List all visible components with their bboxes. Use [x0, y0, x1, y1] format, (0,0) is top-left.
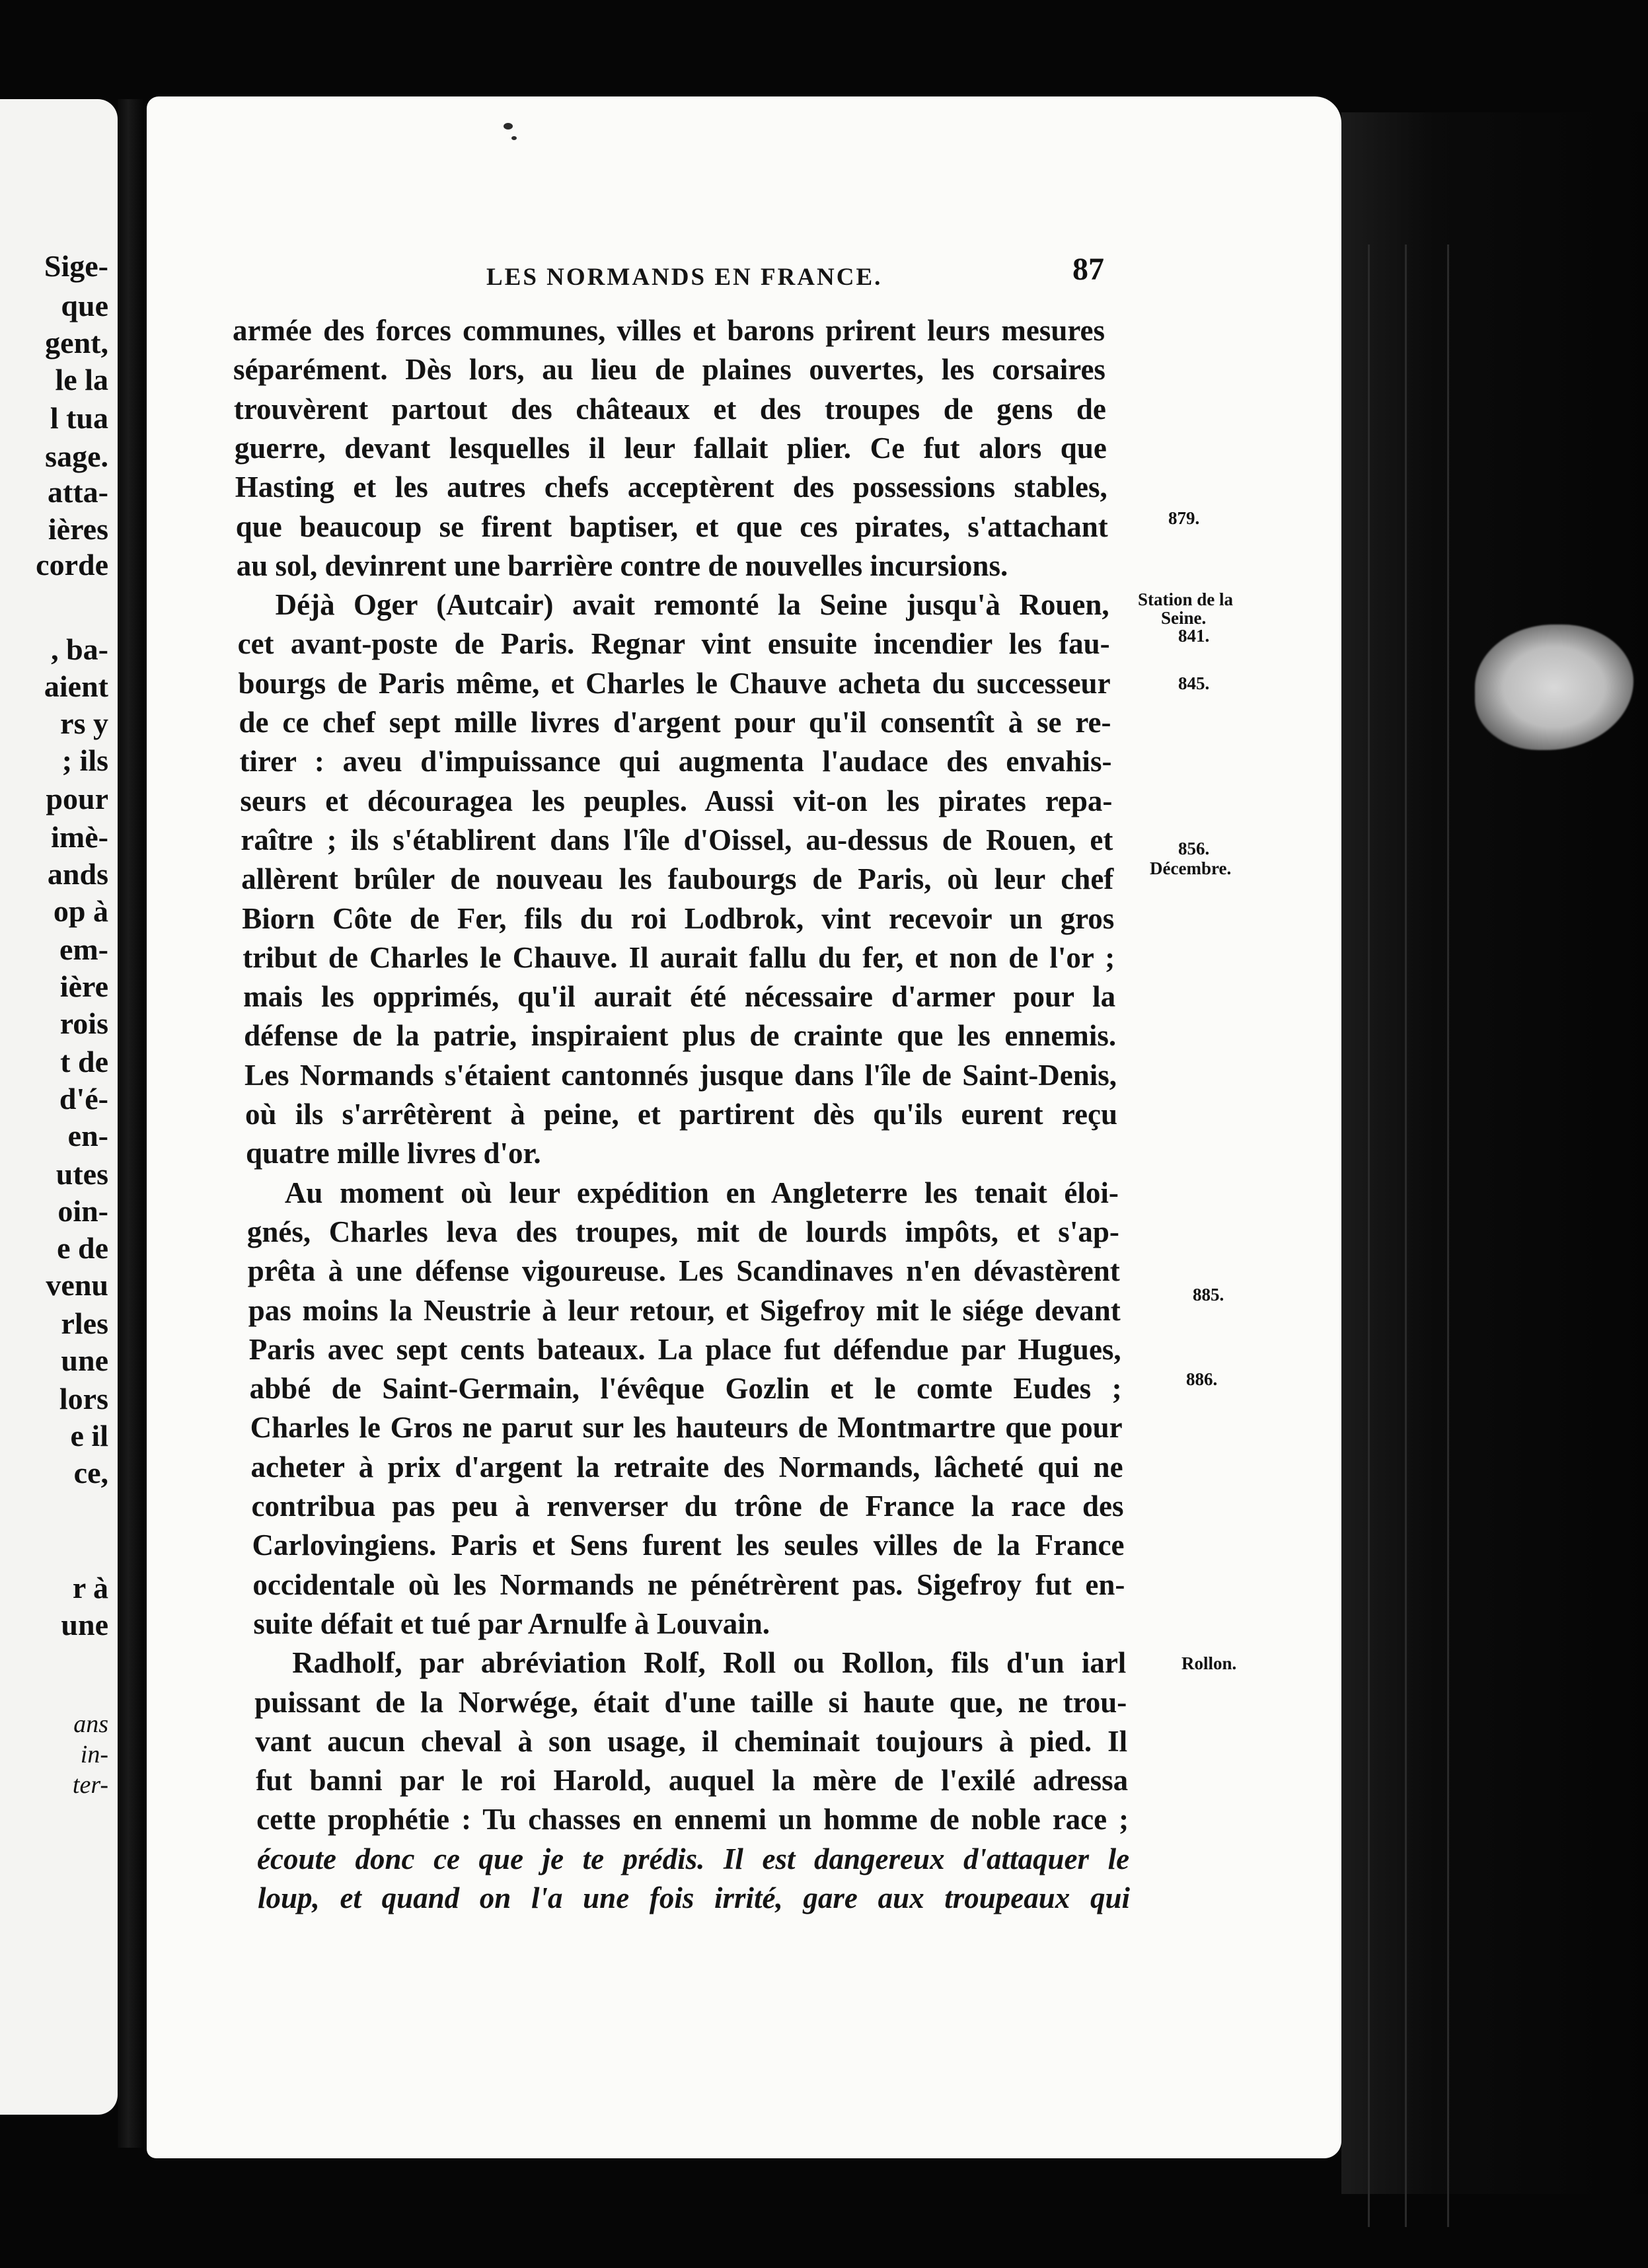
left-page-line: rois [59, 1006, 108, 1040]
body-line: acheter à prix d'argent la retraite des Normands, lâcheté qui ne [250, 1450, 1123, 1484]
edge-stripe [1368, 245, 1370, 2227]
body-line: de ce chef sept mille livres d'argent pour qu'il consentît à se re- [239, 706, 1111, 739]
left-page-line: ans [73, 1710, 108, 1738]
body-line: Paris avec sept cents bateaux. La place fut défendue par Hugues, [248, 1332, 1121, 1366]
left-page-line: ières [48, 512, 108, 546]
edge-stripe [1447, 245, 1449, 2227]
body-line: armée des forces communes, villes et barons prirent leurs mesures [233, 314, 1105, 347]
margin-note-station-title: Station de la [1138, 589, 1234, 609]
body-line: bourgs de Paris même, et Charles le Chauve acheta du successeur [238, 666, 1111, 700]
body-line: tirer : aveu d'impuissance qui augmenta l'audace des envahis- [239, 745, 1112, 778]
left-page-line: in- [80, 1741, 108, 1768]
margin-date-841: 841. [1178, 626, 1210, 646]
left-page-line: rs y [60, 706, 108, 740]
body-line: abbé de Saint-Germain, l'évêque Gozlin et le comte Eudes ; [249, 1372, 1122, 1406]
body-line: quatre mille livres d'or. [245, 1137, 541, 1170]
book-gutter [118, 99, 144, 2148]
body-line: vant aucun cheval à son usage, il cheminait toujours à pied. Il [255, 1724, 1128, 1758]
left-page-line: une [61, 1343, 108, 1377]
left-page-line: , ba- [51, 632, 108, 666]
body-line: Les Normands s'étaient cantonnés jusque dans l'île de Saint-Denis, [244, 1058, 1117, 1092]
left-page-line: aient [44, 669, 108, 703]
body-line: pas moins la Neustrie à leur retour, et Sigefroy mit le siége devant [248, 1293, 1121, 1327]
left-page-line: lors [59, 1382, 108, 1416]
left-page-line: d'é- [59, 1082, 108, 1115]
left-page-line: gent, [45, 326, 108, 359]
margin-date-845: 845. [1178, 673, 1210, 693]
left-page-line: en- [67, 1119, 108, 1153]
body-line: mais les opprimés, qu'il aurait été nécessaire d'armer pour la [243, 980, 1116, 1014]
left-page-line: l tua [50, 401, 108, 435]
body-line: occidentale où les Normands ne pénétrèrent pas. Sigefroy fut en- [252, 1568, 1125, 1601]
body-line: Radholf, par abréviation Rolf, Roll ou Rollon, fils d'un iarl [292, 1646, 1127, 1680]
left-page-line: ands [47, 857, 108, 891]
left-page-line: imè- [51, 820, 108, 854]
body-line: que beaucoup se firent baptiser, et que ces pirates, s'attachant [235, 510, 1108, 543]
body-line: séparément. Dès lors, au lieu de plaines ouvertes, les corsaires [233, 353, 1105, 387]
body-line: Carlovingiens. Paris et Sens furent les seules villes de la France [252, 1529, 1125, 1562]
previous-page-fragment [0, 99, 118, 2115]
left-page-line: ; ils [61, 743, 108, 777]
left-page-line: pour [46, 782, 108, 815]
left-page-line: atta- [48, 475, 108, 509]
left-page-line: le la [55, 363, 108, 397]
body-line: fut banni par le roi Harold, auquel la mère de l'exilé adressa [256, 1764, 1129, 1797]
body-line: puissant de la Norwége, était d'une taille si haute que, ne trou- [254, 1685, 1127, 1719]
left-page-line: e il [70, 1419, 108, 1453]
left-page-line: oin- [57, 1194, 108, 1228]
body-line: au sol, devinrent une barrière contre de nouvelles incursions. [236, 548, 1008, 582]
body-line: suite défait et tué par Arnulfe à Louvain. [253, 1606, 770, 1640]
body-line: allèrent brûler de nouveau les faubourgs de Paris, où leur chef [241, 862, 1114, 896]
body-line: Biorn Côte de Fer, fils du roi Lodbrok, vint recevoir un gros [242, 901, 1115, 935]
body-line: trouvèrent partout des châteaux et des troupes de gens de [233, 392, 1106, 426]
paper-speck [511, 136, 517, 140]
left-page-line: une [61, 1608, 108, 1642]
body-line: contribua pas peu à renverser du trône de France la race des [251, 1490, 1124, 1523]
body-line: écoute donc ce que je te prédis. Il est dangereux d'attaquer le [257, 1842, 1130, 1875]
left-page-line: ce, [73, 1456, 108, 1490]
left-page-line: op à [53, 894, 108, 928]
margin-date-885: 885. [1193, 1285, 1224, 1304]
left-page-line: venu [46, 1268, 108, 1302]
left-page-line: ter- [72, 1771, 108, 1799]
left-page-line: e de [57, 1231, 108, 1265]
left-page-line: corde [36, 548, 108, 582]
left-page-line: ière [59, 969, 108, 1003]
body-line: cette prophétie : Tu chasses en ennemi un homme de noble race ; [256, 1803, 1129, 1836]
body-line: Déjà Oger (Autcair) avait remonté la Seine jusqu'à Rouen, [275, 588, 1109, 622]
left-page-line: sage. [45, 439, 108, 473]
margin-date-856: 856. [1178, 839, 1210, 858]
margin-note-decembre: Décembre. [1150, 858, 1232, 878]
left-page-line: t de [60, 1045, 108, 1078]
body-line: Hasting et les autres chefs acceptèrent des possessions stables, [235, 471, 1107, 504]
body-line: Au moment où leur expédition en Angleterre les tenait éloi- [284, 1176, 1119, 1209]
body-line: gnés, Charles leva des troupes, mit de lourds impôts, et s'ap- [246, 1215, 1119, 1248]
left-page-line: utes [56, 1157, 108, 1191]
body-line: tribut de Charles le Chauve. Il aurait fallu du fer, et non de l'or ; [243, 940, 1115, 974]
left-page-line: que [61, 289, 108, 322]
margin-date-886: 886. [1186, 1369, 1218, 1389]
edge-stripe [1405, 245, 1407, 2227]
margin-date-879: 879. [1168, 508, 1200, 528]
body-line: défense de la patrie, inspiraient plus de crainte que les ennemis. [244, 1019, 1117, 1053]
body-line: loup, et quand on l'a une fois irrité, gare aux troupeaux qui [258, 1881, 1130, 1914]
margin-note-station-seine: Seine. [1161, 608, 1207, 628]
body-line: Charles le Gros ne parut sur les hauteurs de Montmartre que pour [250, 1411, 1123, 1445]
body-line: guerre, devant lesquelles il leur fallait plier. Ce fut alors que [234, 431, 1107, 465]
left-page-line: r à [72, 1571, 108, 1605]
left-page-line: rles [61, 1306, 108, 1340]
left-page-line: em- [59, 932, 108, 966]
left-page-line: Sige- [44, 249, 108, 283]
body-line: raître ; ils s'établirent dans l'île d'Oissel, au-dessus de Rouen, et [241, 823, 1113, 856]
paper-speck [504, 123, 513, 130]
body-line: cet avant-poste de Paris. Regnar vint ensuite incendier les fau- [237, 627, 1110, 661]
running-header: LES NORMANDS EN FRANCE. [486, 264, 883, 291]
body-line: seurs et découragea les peuples. Aussi vit-on les pirates repa- [240, 784, 1113, 817]
margin-note-rollon: Rollon. [1181, 1653, 1237, 1673]
page-block-edge [1341, 112, 1648, 2194]
body-line: où ils s'arrêtèrent à peine, et partirent dès qu'ils eurent reçu [245, 1098, 1117, 1131]
body-line: prêta à une défense vigoureuse. Les Scandinaves n'en dévastèrent [247, 1254, 1120, 1288]
page-number: 87 [1072, 252, 1104, 287]
